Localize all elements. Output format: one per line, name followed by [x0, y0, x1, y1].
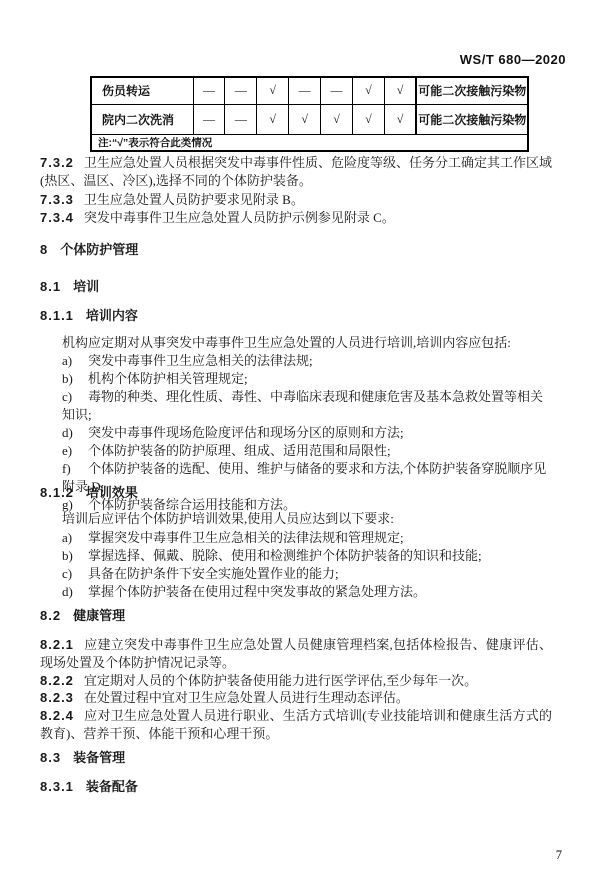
heading-number: 8.3.1 [40, 779, 74, 794]
heading-title: 健康管理 [73, 608, 126, 623]
table-note: 注:“√”表示符合此类情况 [91, 134, 528, 151]
list-item [62, 370, 552, 388]
list-text: 突发中毒事件现场危险度评估和现场分区的原则和方法; [88, 425, 404, 440]
clause-8-2-1 [40, 636, 552, 672]
list-text: 掌握选择、佩戴、脱除、使用和检测维护个体防护装备的知识和技能; [88, 548, 482, 563]
clause-number: 7.3.3 [40, 192, 74, 207]
list-marker: g) [62, 497, 73, 512]
page-number: 7 [555, 848, 562, 862]
remark-cell: 可能二次接触污染物 [416, 77, 528, 104]
heading-number: 8.1.1 [40, 308, 74, 323]
list-text: 毒物的种类、理化性质、毒性、中毒临床表现和健康危害及基本急救处置等相关知识; [62, 389, 544, 422]
heading-title: 个体防护管理 [60, 242, 139, 257]
check-cell: — [193, 77, 225, 104]
check-cell: √ [384, 104, 416, 134]
clause-8-2-4 [40, 707, 552, 743]
clause-8-2-2 [40, 672, 552, 690]
list-marker: a) [62, 530, 73, 545]
list-item [62, 583, 552, 601]
paragraph-8-1-2: 培训后应评估个体防护培训效果,使用人员应达到以下要求: [62, 511, 394, 526]
list-marker: f) [62, 461, 71, 476]
list-marker: d) [62, 584, 73, 599]
list-marker: e) [62, 443, 73, 458]
clause-number: 8.2.2 [40, 673, 74, 688]
table-note-row [91, 134, 528, 151]
clause-number: 8.2.1 [40, 637, 74, 652]
heading-number: 8.3 [40, 750, 62, 765]
section-heading-8-2 [40, 607, 552, 625]
list-8-1-2 [40, 529, 552, 601]
section-heading-8-3-1 [40, 778, 552, 796]
clause-number: 7.3.2 [40, 155, 74, 170]
clause-8-2-3 [40, 689, 552, 707]
list-marker: c) [62, 389, 73, 404]
paragraph-8-1-1: 机构应定期对从事突发中毒事件卫生应急处置的人员进行培训,培训内容应包括: [62, 335, 511, 350]
list-marker: b) [62, 371, 73, 386]
check-cell: — [321, 77, 353, 104]
check-cell: — [225, 77, 257, 104]
clause-text: 卫生应急处置人员根据突发中毒事件性质、危险度等级、任务分工确定其工作区域(热区、温区、冷区),选择不同的个体防护装备。 [40, 155, 552, 188]
list-marker: a) [62, 353, 73, 368]
section-heading-8-1 [40, 278, 552, 296]
heading-number: 8.1 [40, 279, 62, 294]
list-item [62, 547, 552, 565]
table-row [91, 77, 528, 104]
clause-text: 突发中毒事件卫生应急处置人员防护示例参见附录 C。 [83, 210, 395, 225]
check-cell: — [193, 104, 225, 134]
section-heading-8-1-2 [40, 484, 552, 502]
list-text: 个体防护装备综合运用技能和方法。 [88, 497, 297, 512]
section-heading-8 [40, 241, 552, 259]
check-cell: √ [321, 104, 353, 134]
list-marker: b) [62, 548, 73, 563]
list-item [62, 529, 552, 547]
section-heading-8-1-1 [40, 307, 552, 325]
list-text: 掌握个体防护装备在使用过程中突发事故的紧急处理方法。 [88, 584, 427, 599]
clause-number: 7.3.4 [40, 210, 74, 225]
check-cell: √ [257, 104, 289, 134]
list-text: 突发中毒事件卫生应急相关的法律法规; [88, 353, 313, 368]
standard-code: WS/T 680—2020 [459, 52, 566, 67]
list-text: 机构个体防护相关管理规定; [88, 371, 248, 386]
clause-text: 卫生应急处置人员防护要求见附录 B。 [83, 192, 304, 207]
clause-number: 8.2.4 [40, 708, 74, 723]
check-cell: — [289, 77, 321, 104]
remark-cell: 可能二次接触污染物 [416, 104, 528, 134]
check-cell: √ [257, 77, 289, 104]
heading-title: 装备管理 [73, 750, 126, 765]
list-item [62, 352, 552, 370]
list-item [62, 442, 552, 460]
heading-title: 培训效果 [85, 485, 138, 500]
list-item [62, 565, 552, 583]
list-text: 掌握突发中毒事件卫生应急相关的法律法规和管理规定; [88, 530, 404, 545]
heading-title: 培训内容 [85, 308, 138, 323]
clause-text: 应对卫生应急处置人员进行职业、生活方式培训(专业技能培训和健康生活方式的教育)、营养干预、体能干预和心理干预。 [40, 708, 552, 741]
clause-text: 应建立突发中毒事件卫生应急处置人员健康管理档案,包括体检报告、健康评估、现场处置及个体防护情况记录等。 [40, 637, 552, 670]
list-text: 具备在防护条件下安全实施处置作业的能力; [88, 566, 339, 581]
clause-text: 在处置过程中宜对卫生应急处置人员进行生理动态评估。 [83, 690, 409, 705]
clause-7-3-3 [40, 191, 552, 209]
heading-number: 8.1.2 [40, 485, 74, 500]
clause-number: 8.2.3 [40, 690, 74, 705]
clause-7-3-4 [40, 209, 552, 227]
clause-text: 宜定期对人员的个体防护装备使用能力进行医学评估,至少每年一次。 [83, 673, 478, 688]
table-row [91, 104, 528, 134]
protection-table [90, 76, 529, 152]
list-text: 个体防护装备的防护原理、组成、适用范围和局限性; [88, 443, 391, 458]
heading-number: 8.2 [40, 608, 62, 623]
check-cell: √ [352, 104, 384, 134]
section-heading-8-3 [40, 749, 552, 767]
row-label: 院内二次洗消 [91, 104, 193, 134]
list-item [62, 424, 552, 442]
clause-7-3-2 [40, 154, 552, 190]
check-cell: — [225, 104, 257, 134]
check-cell: √ [289, 104, 321, 134]
row-label: 伤员转运 [91, 77, 193, 104]
heading-number: 8 [40, 242, 49, 257]
list-text: 个体防护装备的选配、使用、维护与储备的要求和方法,个体防护装备穿脱顺序见附录 D; [62, 461, 547, 494]
list-marker: c) [62, 566, 73, 581]
check-cell: √ [352, 77, 384, 104]
heading-title: 培训 [73, 279, 100, 294]
list-item [62, 388, 552, 424]
check-cell: √ [384, 77, 416, 104]
heading-title: 装备配备 [85, 779, 138, 794]
list-marker: d) [62, 425, 73, 440]
